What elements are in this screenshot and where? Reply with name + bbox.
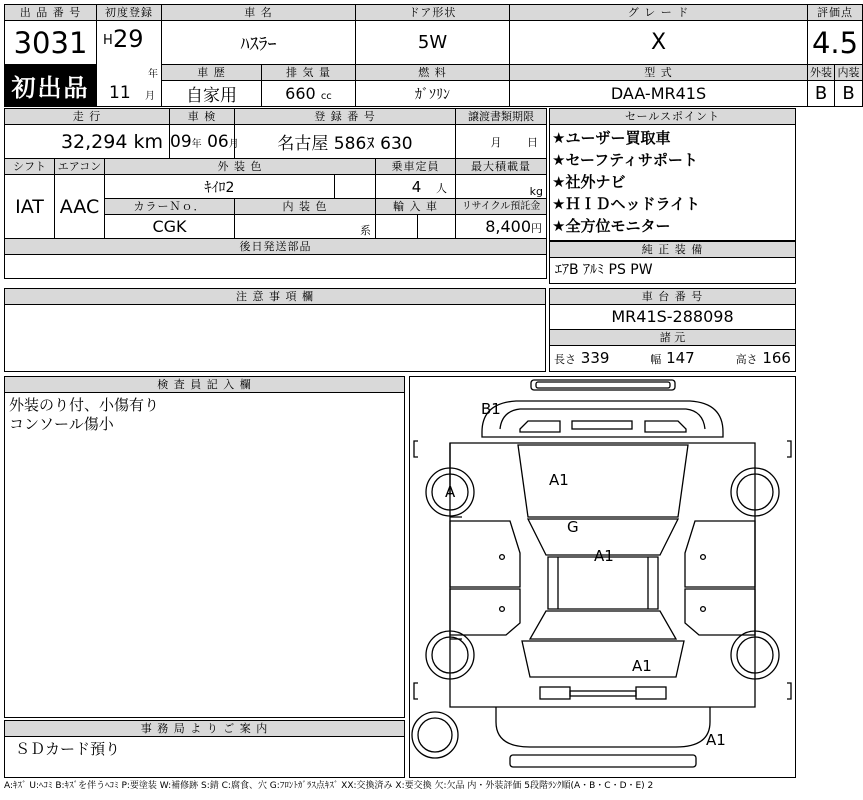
reg-no-label: 登 録 番 号 [235,109,456,125]
exterior-label: 外装 [808,65,835,81]
car-diagram-svg [410,377,795,777]
door-type: 5W [356,21,510,65]
sales-point: ★セーフティサポート [552,151,698,169]
history-label: 車 歴 [162,65,262,81]
damage-diagram [409,376,796,778]
first-reg-era: H [103,33,113,48]
first-reg-year-unit: 年 [148,69,158,80]
aircon-label: エアコン [55,159,105,175]
office-box [4,720,405,778]
transfer-deadline [456,125,547,159]
specs-row [554,347,791,371]
first-reg-value [97,21,162,107]
std-equipment: ｴｱB ｱﾙﾐ PS PW [555,262,653,278]
sales-point: ★社外ナビ [552,173,626,191]
history: 自家用 [162,81,262,107]
max-load-unit: kg [456,175,547,199]
color-no-label: カラーＮｏ． [105,199,235,215]
displacement-label: 排 気 量 [262,65,356,81]
recycle-unit: 円 [531,222,543,235]
displacement-value: 660 [285,84,316,103]
lot-no-label: 出 品 番 号 [5,5,97,21]
inspection-month: 06 [207,131,229,152]
spec-width-label: 幅 [650,353,662,366]
model-label: 型 式 [510,65,808,81]
spec-height-label: 高さ [735,353,758,366]
damage-mark-glass: G [567,518,579,536]
first-listing-badge: 初出品 [5,65,97,107]
transfer-month-unit: 月 [490,135,502,149]
inspection [170,125,239,159]
spec-length-value: 339 [580,349,610,367]
interior-label: 内装 [835,65,863,81]
later-parts [5,255,547,279]
mileage [5,125,170,159]
top-info-table [4,4,863,107]
first-reg-month: 11 [109,83,131,103]
chassis-box [549,288,796,372]
inspection-month-unit: 月 [228,138,239,150]
capacity [376,175,456,199]
model: DAA-MR41S [510,81,808,107]
interior-score: B [835,81,863,107]
transfer-deadline-label: 譲渡書類期限 [456,109,547,125]
std-equipment-box [549,241,796,284]
sales-points-box [549,108,796,241]
damage-mark-wheel: A [445,483,456,501]
car-name-label: 車 名 [162,5,356,21]
import-label: 輸 入 車 [376,199,456,215]
ext-color-label: 外 装 色 [105,159,376,175]
mileage-label: 走 行 [5,109,170,125]
spec-width [650,347,694,371]
inspector-box [4,376,405,718]
color-no: CGK [105,215,235,239]
chassis-number: MR41S-288098 [550,305,795,330]
std-equipment-label: 純 正 装 備 [550,242,795,258]
capacity-value: 4 [411,177,422,196]
specs-label: 諸 元 [550,330,795,346]
fuel-label: 燃 料 [356,65,510,81]
sales-point: ★ＨＩＤヘッドライト [552,195,700,213]
aircon: AAC [55,175,105,239]
vehicle-detail-table [4,108,547,279]
car-name: ﾊｽﾗｰ [162,21,356,65]
inspection-year-unit: 年 [191,138,202,150]
spec-length [554,347,609,371]
grade: X [510,21,808,65]
fuel: ｶﾞｿﾘﾝ [356,81,510,107]
shift-label: シフト [5,159,55,175]
first-reg-month-unit: 月 [145,91,155,102]
spec-height-value: 166 [762,349,791,367]
displacement [262,81,356,107]
mileage-value: 32,294 [60,130,128,153]
recycle-fee [456,215,547,239]
first-reg-label: 初度登録 [97,5,162,21]
sales-point: ★ユーザー買取車 [552,129,671,147]
lot-number: 3031 [5,21,97,65]
recycle-value: 8,400 [485,217,532,236]
door-type-label: ドア形状 [356,5,510,21]
damage-mark-roof: A1 [594,547,614,565]
inspector-label: 検 査 員 記 入 欄 [5,377,404,393]
mileage-unit: km [133,130,164,153]
ext-color: ｷｲﾛ2 [105,175,335,199]
first-reg-year: 29 [113,25,144,53]
reg-number: 名古屋 586ﾇ 630 [235,125,456,159]
sales-point: ★全方位モニター [552,217,671,235]
spec-height [736,347,791,371]
inspector-note: 外装のり付、小傷有り [9,396,160,414]
office-label: 事 務 局 よ り ご 案 内 [5,721,404,737]
sales-points-list [550,127,795,237]
exterior-score: B [808,81,835,107]
recycle-label: リサイクル預託金 [456,199,547,215]
damage-mark-bumper: A1 [706,731,726,749]
spec-length-label: 長さ [554,353,576,366]
later-parts-label: 後日発送部品 [5,239,547,255]
grade-label: グ レ ー ド [510,5,808,21]
notes-box [4,288,546,372]
score-label: 評価点 [808,5,863,21]
inspector-note: コンソール傷小 [9,415,114,433]
sales-points-label: セールスポイント [550,109,795,125]
int-color-label: 内 装 色 [235,199,376,215]
damage-mark-rear: B1 [481,400,501,418]
inspection-year: 09 [170,131,192,152]
capacity-label: 乗車定員 [376,159,456,175]
max-load-label: 最大積載量 [456,159,547,175]
damage-mark-hatch: A1 [632,657,652,675]
damage-mark-bonnet: A1 [549,471,569,489]
ext-color-blank [335,175,376,199]
overall-score: 4.5 [808,21,863,65]
capacity-unit: 人 [436,181,448,195]
chassis-label: 車 台 番 号 [550,289,795,305]
office-note: ＳＤカード預り [15,740,121,758]
notes-label: 注 意 事 項 欄 [5,289,545,305]
inspector-notes [5,393,163,437]
inspection-label: 車 検 [170,109,235,125]
displacement-unit: cc [320,91,332,102]
shift: IAT [5,175,55,239]
spec-width-value: 147 [666,349,695,367]
int-color-unit: 系 [235,215,376,239]
transfer-day-unit: 日 [527,135,539,149]
import-right [418,215,456,239]
legend: A:ｷｽﾞ U:ﾍｺﾐ B:ｷｽﾞを伴うﾍｺﾐ P:要塗装 W:補修跡 S:錆 C:腐食、穴 G:ﾌﾛﾝﾄｶﾞﾗｽ点ｷｽﾞ XX:交換済み X:要交換 欠:欠品 内・外装評価 5段階ﾗﾝｸ順(A・B・C・D・E) 2 [4,781,654,791]
import-left [376,215,418,239]
